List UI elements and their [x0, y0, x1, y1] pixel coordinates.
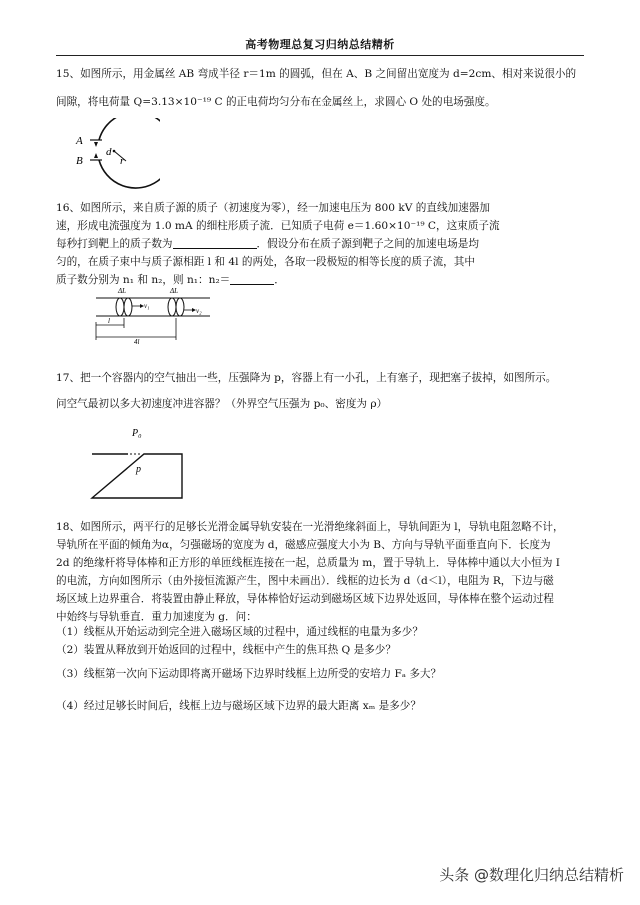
- q15-arc-figure: [70, 118, 160, 198]
- gap-arrow-up: [94, 153, 98, 158]
- label-delta-l-2: ΔL: [170, 287, 179, 295]
- q18-line-4: 的电流，方向如图所示（由外接恒流源产生，图中未画出）．线框的边长为 d（d＜l），电阻为 R，下边与磁: [56, 575, 554, 587]
- q16-line-3-end: ．假设分布在质子源到靶子之间的加速电场是均: [256, 238, 479, 250]
- q16-line-5-start: 质子数分别为 n₁ 和 n₂，则 n₁：n₂＝: [56, 274, 231, 286]
- q18-line-1: 18、如图所示，两平行的足够长光滑金属导轨安装在一光滑绝缘斜面上，导轨间距为 l，导轨电阻忽略不计，: [56, 521, 564, 533]
- label-l: l: [108, 317, 110, 325]
- label-p: p: [136, 464, 141, 475]
- slice-1-left: [116, 298, 124, 316]
- label-a: A: [76, 135, 83, 147]
- q17-line-1: 17、把一个容器内的空气抽出一些，压强降为 p，容器上有一小孔，上有塞子，现把塞子拔掉，如图所示。: [56, 372, 557, 384]
- header-divider: [56, 55, 584, 56]
- q18-line-3: 2d 的绝缘杆将导体棒和正方形的单匝线框连接在一起，总质量为 m，置于导轨上．导体棒中通以大小恒为 I: [56, 557, 560, 569]
- q16-answer-blank-1: [173, 236, 257, 249]
- q16-line-2: 速，形成电流强度为 1.0 mA 的细柱形质子流．已知质子电荷 e＝1.60×10⁻¹⁹ C，这束质子流: [56, 220, 500, 232]
- q16-line-4: 匀的，在质子束中与质子源相距 l 和 4l 的两处，各取一段极短的相等长度的质子流，其中: [56, 256, 475, 268]
- label-delta-l-1: ΔL: [118, 287, 127, 295]
- slice-1-right: [124, 298, 132, 316]
- slice-2-left: [168, 298, 176, 316]
- label-r: r: [120, 155, 125, 167]
- q18-line-6: 中始终与导轨垂直．重力加速度为 g．问：: [56, 611, 257, 623]
- q18-sub-question-2: （2）装置从释放到开始返回的过程中，线框中产生的焦耳热 Q 是多少？: [56, 644, 396, 656]
- q18-line-2: 导轨所在平面的倾角为α，匀强磁场的宽度为 d，磁感应强度大小为 B、方向与导轨平面垂直向下．长度为: [56, 539, 551, 551]
- gap-arrow-down: [94, 142, 98, 147]
- page-header: 高考物理总复习归纳总结精析: [245, 38, 395, 51]
- label-v2: v₂: [196, 307, 202, 315]
- q16-line-1: 16、如图所示，来自质子源的质子（初速度为零），经一加速电压为 800 kV 的直线加速器加: [56, 202, 490, 214]
- label-v1: v₁: [144, 302, 150, 310]
- q17-line-2: 问空气最初以多大初速度冲进容器？（外界空气压强为 p₀、密度为 ρ）: [56, 398, 388, 410]
- q16-line-3: [56, 236, 584, 252]
- q15-line-2: 间隙，将电荷量 Q=3.13×10⁻¹⁹ C 的正电荷均匀分布在金属丝上，求圆心 O 处的电场强度。: [56, 96, 496, 108]
- q15-line-1: 15、如图所示，用金属丝 AB 弯成半径 r＝1m 的圆弧，但在 A、B 之间留出宽度为 d=2cm、相对来说很小的: [56, 68, 577, 80]
- q16-line-5-end: ．: [274, 274, 285, 286]
- label-4l: 4l: [134, 338, 140, 344]
- label-b: B: [76, 155, 83, 167]
- container-outline: [92, 454, 182, 498]
- q18-sub-question-1: （1）线框从开始运动到完全进入磁场区域的过程中，通过线框的电量为多少？: [56, 626, 423, 638]
- q18-line-5: 场区域上边界重合．将装置由静止释放，导体棒恰好运动到磁场区域下边界处返回，导体棒在整个运动过程: [56, 593, 554, 605]
- q17-container-figure: [90, 420, 190, 500]
- label-d: d: [106, 146, 112, 158]
- q18-sub-question-3: （3）线框第一次向下运动即将离开磁场下边界时线框上边所受的安培力 Fₐ 多大？: [56, 668, 442, 680]
- slice-2-right: [176, 298, 184, 316]
- label-p0: P₀: [132, 428, 142, 439]
- watermark: 头条 @数理化归纳总结精析: [439, 866, 624, 884]
- q16-proton-beam-figure: [92, 284, 222, 344]
- q16-answer-blank-2: [230, 272, 274, 285]
- q16-line-3-start: 每秒打到靶上的质子数为: [56, 238, 173, 250]
- q18-sub-question-4: （4）经过足够长时间后，线框上边与磁场区域下边界的最大距离 xₘ 是多少？: [56, 700, 421, 712]
